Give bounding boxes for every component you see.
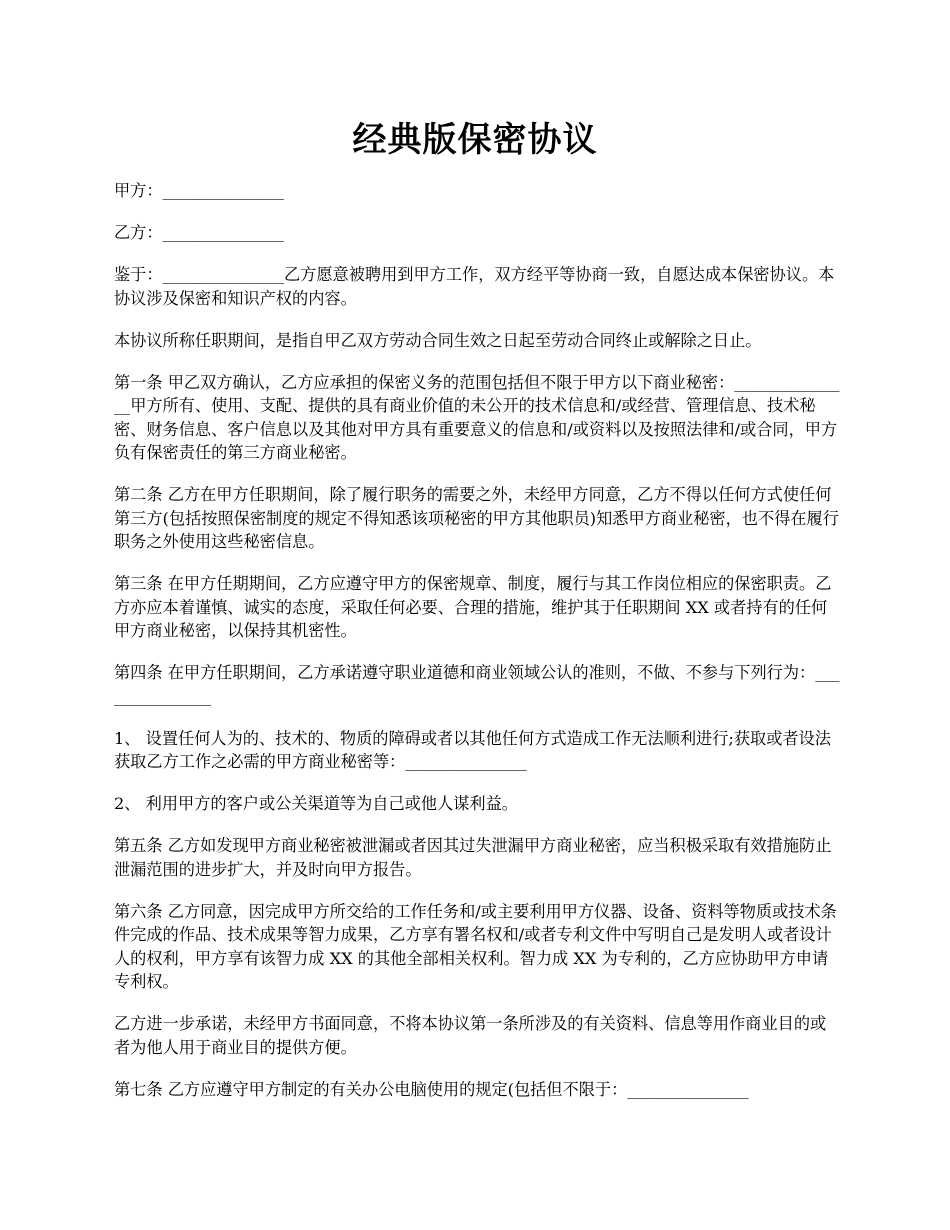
article-2-paragraph: 第二条 乙方在甲方任职期间，除了履行职务的需要之外，未经甲方同意，乙方不得以任何方式使任何第三方(包括按照保密制度的规定不得知悉该项秘密的甲方其他职员)知悉甲方商业秘密，也不得在履行职务之外使用这些秘密信息。 [114, 485, 839, 551]
article-7-paragraph: 第七条 乙方应遵守甲方制定的有关办公电脑使用的规定(包括但不限于：_______________ [114, 1079, 749, 1099]
document-title: 经典版保密协议 [352, 120, 598, 160]
whereas-paragraph: 鉴于：_______________乙方愿意被聘用到甲方工作，双方经平等协商一致，自愿达成本保密协议。本协议涉及保密和知识产权的内容。 [114, 265, 835, 308]
article-3-paragraph: 第三条 在甲方任期期间，乙方应遵守甲方的保密规章、制度，履行与其工作岗位相应的保密职责。乙方亦应本着谨慎、诚实的态度，采取任何必要、合理的措施，维护其于任职期间 XX 或者持有的任何甲方商业秘密，以保持其机密性。 [114, 574, 832, 640]
further-commitment-paragraph: 乙方进一步承诺，未经甲方书面同意，不将本协议第一条所涉及的有关资料、信息等用作商业目的或者为他人用于商业目的提供方便。 [114, 1014, 827, 1057]
list-item-1: 1、 设置任何人为的、技术的、物质的障碍或者以其他任何方式造成工作无法顺利进行;获取或者设法获取乙方工作之必需的甲方商业秘密等：_______________ [114, 728, 831, 771]
article-5-paragraph: 第五条 乙方如发现甲方商业秘密被泄漏或者因其过失泄漏甲方商业秘密，应当积极采取有效措施防止泄漏范围的进步扩大，并及时向甲方报告。 [114, 836, 832, 879]
article-1-paragraph: 第一条 甲乙双方确认，乙方应承担的保密义务的范围包括但不限于甲方以下商业秘密：_______________甲方所有、使用、支配、提供的具有商业价值的未公开的技术信息和/或经营、管理信息、技术秘密、财务信息、客户信息以及其他对甲方具有重要意义的信息和/或资料以及按照法律和/或合同，甲方负有保密责任的第三方商业秘密。 [114, 372, 840, 462]
article-4-paragraph: 第四条 在甲方任职期间，乙方承诺遵守职业道德和商业领域公认的准则，不做、不参与下列行为：_______________ [114, 663, 840, 706]
article-6-paragraph: 第六条 乙方同意，因完成甲方所交给的工作任务和/或主要利用甲方仪器、设备、资料等物质或技术条件完成的作品、技术成果等智力成果，乙方享有署名权和/或者专利文件中写明自己是发明人或者设计人的权利，甲方享有该智力成 XX 的其他全部相关权利。智力成 XX 为专利的，乙方应协助甲方申请专利权。 [114, 901, 837, 991]
term-definition-paragraph: 本协议所称任职期间，是指自甲乙双方劳动合同生效之日起至劳动合同终止或解除之日止。 [114, 330, 762, 350]
party-a-line: 甲方：_______________ [114, 181, 284, 200]
document-body [114, 179, 842, 1120]
list-item-2: 2、 利用甲方的客户或公关渠道等为自己或他人谋利益。 [114, 794, 518, 813]
party-b-line: 乙方：_______________ [114, 223, 284, 242]
